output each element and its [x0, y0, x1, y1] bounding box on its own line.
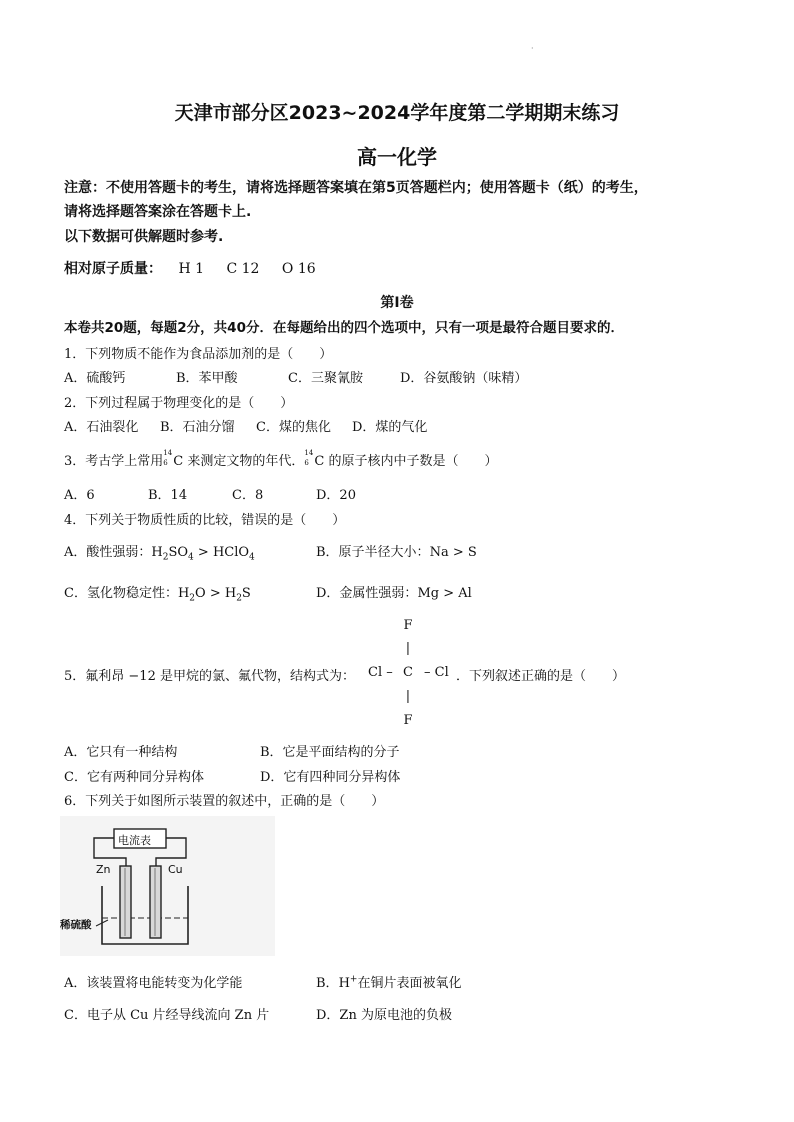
- q4-d-expr: Mg > Al: [417, 586, 472, 601]
- q1-stem: 1．下列物质不能作为食品添加剂的是（ ）: [64, 347, 333, 362]
- q4-a-label: A．酸性强弱：: [64, 545, 152, 560]
- corner-mark: ·: [531, 44, 534, 53]
- q4-c-formula-part: O > H: [195, 586, 237, 601]
- q4-a-formula-part: H: [151, 545, 163, 560]
- q5-struct-bond-top: |: [405, 641, 411, 656]
- q5-struct-right: – Cl: [424, 665, 449, 680]
- atomic-mass-row: [64, 258, 316, 278]
- q6-option-a: A．该装置将电能转变为化学能: [64, 976, 243, 991]
- q6-b-charge: +: [349, 974, 358, 985]
- page-title: 天津市部分区2023~2024学年度第二学期期末练习: [174, 102, 620, 124]
- section-title: 第Ⅰ卷: [380, 295, 414, 311]
- q2-option-b: B．石油分馏: [160, 420, 235, 435]
- ammeter-label: 电流表: [118, 834, 151, 847]
- q4-a-formula-part: SO: [168, 545, 189, 560]
- q6-option-d: D．Zn 为原电池的负极: [316, 1008, 452, 1023]
- atomic-mass-o: O 16: [281, 261, 316, 277]
- q4-c-subscript: 2: [236, 593, 242, 604]
- q6-b-ion: H: [338, 976, 350, 991]
- q3-stem-part3: C 的原子核内中子数是（ ）: [314, 454, 498, 469]
- q4-a-formula-part: > HClO: [193, 545, 250, 560]
- q4-option-a: [64, 541, 255, 563]
- q4-a-subscript: 4: [188, 552, 194, 563]
- q5-stem-tail: ．下列叙述正确的是（ ）: [456, 669, 626, 684]
- q3-stem-part2: C 来测定文物的年代．: [173, 454, 305, 469]
- q5-option-c: C．它有两种同分异构体: [64, 770, 204, 785]
- q2-option-a: A．石油裂化: [64, 420, 139, 435]
- atomic-mass-label: 相对原子质量：: [64, 261, 162, 277]
- q4-c-formula-part: S: [241, 586, 251, 601]
- q1-option-c: C．三聚氰胺: [288, 371, 363, 386]
- q5-option-b: B．它是平面结构的分子: [260, 745, 400, 760]
- q3-mass-number: 14: [163, 449, 173, 457]
- q4-a-subscript: 4: [249, 552, 255, 563]
- q5-struct-bond-bottom: |: [405, 689, 411, 704]
- q6-b-text: 在铜片表面被氧化: [357, 976, 462, 991]
- q2-option-d: D．煤的气化: [352, 420, 428, 435]
- q5-struct-left: Cl –: [368, 665, 393, 680]
- q5-option-a: A．它只有一种结构: [64, 745, 178, 760]
- page-subtitle: 高一化学: [357, 145, 437, 169]
- q6-option-b: [316, 972, 461, 991]
- q4-option-d: [316, 582, 472, 601]
- q5-struct-bottom-f: F: [403, 713, 413, 728]
- q1-option-b: B．苯甲酸: [176, 371, 238, 386]
- q4-option-b: [316, 541, 477, 560]
- q3-isotope-2: [304, 449, 314, 467]
- atomic-mass-c: C 12: [226, 261, 260, 277]
- q3-stem: [64, 450, 497, 469]
- q3-option-d: D．20: [316, 488, 356, 503]
- cu-label: Cu: [168, 863, 183, 876]
- section-instructions: 本卷共20题，每题2分，共40分．在每题给出的四个选项中，只有一项是最符合题目要求的．: [64, 320, 624, 336]
- q3-mass-number-2: 14: [304, 449, 314, 457]
- q4-b-label: B．原子半径大小：: [316, 545, 430, 560]
- q3-option-b: B．14: [148, 488, 188, 503]
- notice-line-2: 请将选择题答案涂在答题卡上.: [64, 204, 252, 220]
- q4-b-expr: Na > S: [429, 545, 477, 560]
- q3-isotope-1: [163, 449, 173, 467]
- q2-option-c: C．煤的焦化: [256, 420, 331, 435]
- q5-struct-top-f: F: [403, 618, 413, 633]
- atomic-mass-h: H 1: [178, 261, 205, 277]
- q6-b-label: B．: [316, 976, 339, 991]
- q3-atomic-number-2: 6: [304, 459, 309, 467]
- q4-option-c: [64, 582, 251, 604]
- q3-stem-part1: 3．考古学上常用: [64, 454, 164, 469]
- q3-option-a: A．6: [64, 488, 95, 503]
- q2-stem: 2．下列过程属于物理变化的是（ ）: [64, 396, 294, 411]
- q4-d-label: D．金属性强弱：: [316, 586, 418, 601]
- q3-atomic-number: 6: [163, 459, 168, 467]
- q5-struct-center-c: C: [403, 665, 413, 680]
- q1-option-d: D．谷氨酸钠（味精）: [400, 371, 528, 386]
- q6-stem: 6．下列关于如图所示装置的叙述中，正确的是（ ）: [64, 794, 385, 809]
- galvanic-cell-diagram: [60, 816, 275, 956]
- q4-c-subscript: 2: [189, 593, 196, 604]
- q4-c-formula-part: H: [177, 586, 190, 601]
- q4-c-label: C．氢化物稳定性：: [64, 586, 178, 601]
- q6-option-c: C．电子从 Cu 片经导线流向 Zn 片: [64, 1008, 270, 1023]
- notice-line-1: 注意：不使用答题卡的考生，请将选择题答案填在第5页答题栏内；使用答题卡（纸）的考生，: [64, 180, 648, 196]
- q4-a-subscript: 2: [162, 552, 169, 563]
- q5-stem: 5．氟利昂 −12 是甲烷的氯、氟代物，结构式为：: [64, 669, 355, 684]
- zn-label: Zn: [96, 863, 111, 876]
- q1-option-a: A．硫酸钙: [64, 371, 126, 386]
- acid-label: 稀硫酸: [60, 919, 92, 931]
- q4-stem: 4．下列关于物质性质的比较，错误的是（ ）: [64, 513, 346, 528]
- q3-option-c: C．8: [232, 488, 264, 503]
- q5-option-d: D．它有四种同分异构体: [260, 770, 401, 785]
- galvanic-cell-svg: [60, 816, 275, 956]
- notice-line-3: 以下数据可供解题时参考.: [64, 229, 224, 245]
